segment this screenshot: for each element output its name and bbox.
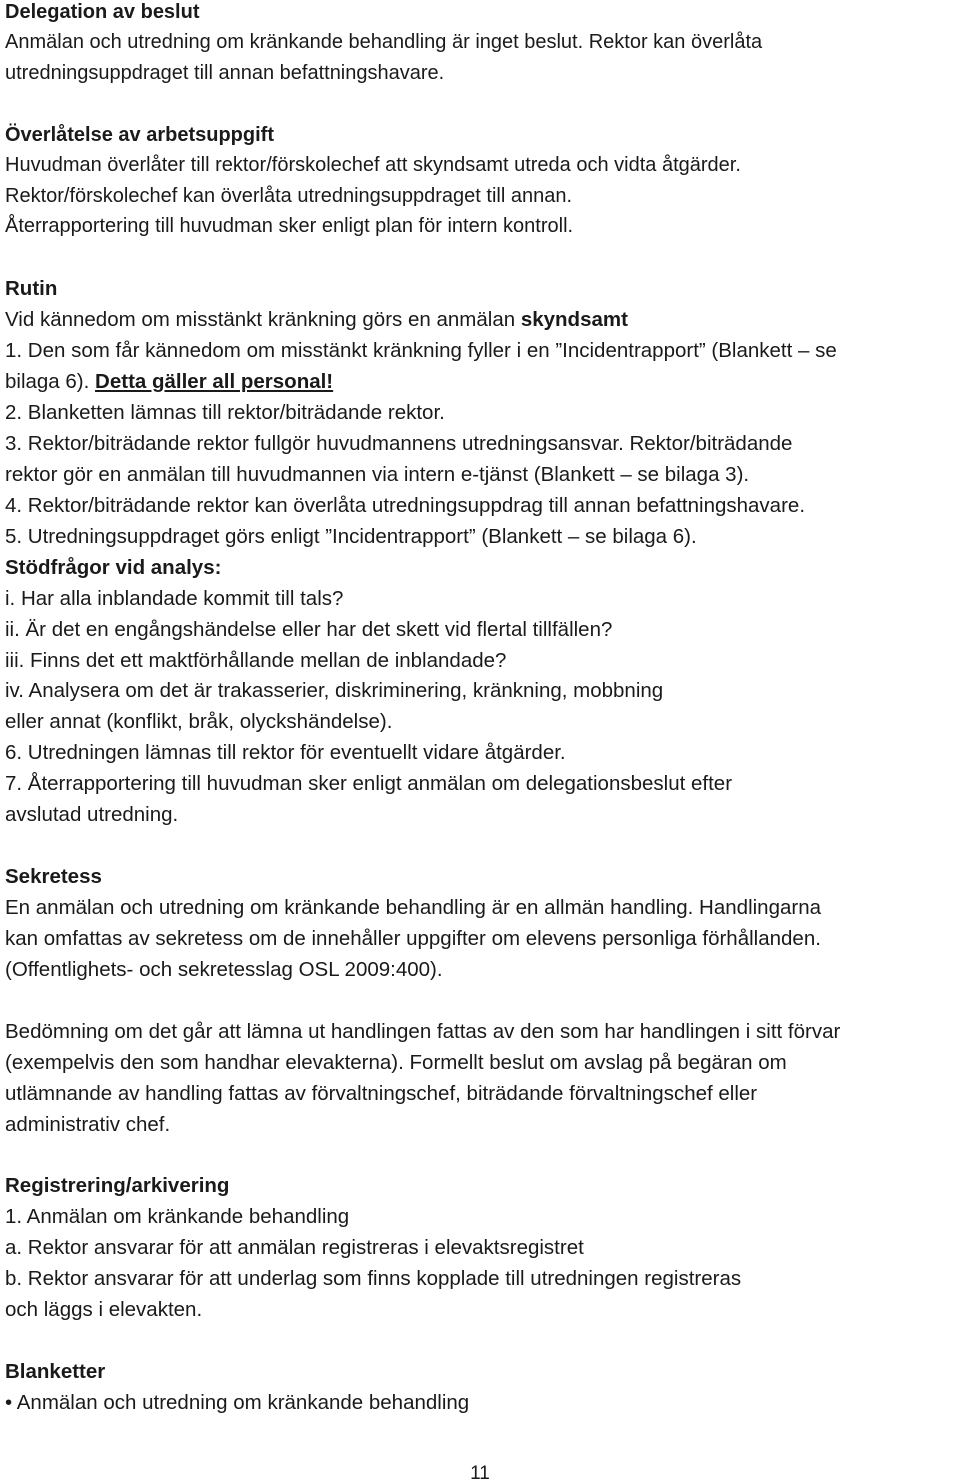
sekretess-line: (exempelvis den som handhar elevakterna). Formellt beslut om avslag på begäran om — [5, 1051, 787, 1074]
support-question: i. Har alla inblandade kommit till tals? — [5, 587, 344, 610]
heading-overlatelse: Överlåtelse av arbetsuppgift — [5, 124, 274, 146]
rutin-final: 7. Återrapportering till huvudman sker enligt anmälan om delegationsbeslut efter — [5, 772, 733, 795]
heading-rutin: Rutin — [5, 277, 58, 300]
sekretess-line: utlämnande av handling fattas av förvaltningschef, biträdande förvaltningschef eller — [5, 1082, 758, 1105]
rutin-intro-bold: skyndsamt — [520, 308, 628, 331]
sekretess-line: kan omfattas av sekretess om de innehåller uppgifter om elevens personliga förhållanden. — [5, 927, 821, 950]
heading-registrering: Registrering/arkivering — [5, 1174, 230, 1197]
support-question: ii. Är det en engångshändelse eller har det skett vid flertal tillfällen? — [5, 618, 613, 641]
rutin-item: rektor gör en anmälan till huvudmannen via intern e-tjänst (Blankett – se bilaga 3). — [5, 463, 750, 486]
rutin-item-1-text: bilaga 6). — [5, 370, 96, 393]
support-question: iv. Analysera om det är trakasserier, diskriminering, kränkning, mobbning — [5, 679, 664, 702]
overlatelse-line: Återrapportering till huvudman sker enligt plan för intern kontroll. — [5, 215, 574, 237]
sekretess-line: Bedömning om det går att lämna ut handlingen fattas av den som har handlingen i sitt förvar — [5, 1020, 841, 1043]
registrering-line: b. Rektor ansvarar för att underlag som finns kopplade till utredningen registreras — [5, 1267, 742, 1290]
rutin-item: 5. Utredningsuppdraget görs enligt ”Incidentrapport” (Blankett – se bilaga 6). — [5, 525, 697, 548]
rutin-item: 2. Blanketten lämnas till rektor/biträdande rektor. — [5, 401, 445, 424]
rutin-final: 6. Utredningen lämnas till rektor för eventuellt vidare åtgärder. — [5, 741, 566, 764]
registrering-line: och läggs i elevakten. — [5, 1298, 203, 1321]
overlatelse-line: Huvudman överlåter till rektor/förskolechef att skyndsamt utreda och vidta åtgärder. — [5, 154, 741, 176]
support-question: eller annat (konflikt, bråk, olyckshändelse). — [5, 710, 393, 733]
heading-blanketter: Blanketter — [5, 1360, 106, 1383]
overlatelse-line: Rektor/förskolechef kan överlåta utredningsuppdraget till annan. — [5, 185, 573, 207]
rutin-item: 3. Rektor/biträdande rektor fullgör huvudmannens utredningsansvar. Rektor/biträdande — [5, 432, 793, 455]
sekretess-line: (Offentlighets- och sekretesslag OSL 2009:400). — [5, 958, 443, 981]
support-heading: Stödfrågor vid analys: — [5, 556, 222, 579]
rutin-final: avslutad utredning. — [5, 803, 179, 826]
blanketter-bullet: • Anmälan och utredning om kränkande behandling — [5, 1391, 470, 1414]
rutin-item-1-emphasis: Detta gäller all personal! — [95, 370, 334, 393]
rutin-item-1-cont — [5, 372, 333, 393]
heading-sekretess: Sekretess — [5, 865, 102, 888]
support-question: iii. Finns det ett maktförhållande mellan de inblandade? — [5, 649, 507, 672]
rutin-intro — [5, 310, 628, 331]
delegation-line: utredningsuppdraget till annan befattningshavare. — [5, 62, 445, 84]
page-number: 11 — [470, 1463, 490, 1484]
registrering-line: a. Rektor ansvarar för att anmälan registreras i elevaktsregistret — [5, 1236, 584, 1259]
sekretess-line: administrativ chef. — [5, 1113, 171, 1136]
sekretess-line: En anmälan och utredning om kränkande behandling är en allmän handling. Handlingarna — [5, 896, 822, 919]
delegation-line: Anmälan och utredning om kränkande behandling är inget beslut. Rektor kan överlåta — [5, 31, 763, 53]
heading-delegation: Delegation av beslut — [5, 1, 200, 23]
registrering-line: 1. Anmälan om kränkande behandling — [5, 1205, 350, 1228]
rutin-intro-text: Vid kännedom om misstänkt kränkning görs en anmälan — [5, 308, 521, 331]
rutin-item: 4. Rektor/biträdande rektor kan överlåta utredningsuppdrag till annan befattningshavare. — [5, 494, 806, 517]
rutin-item-1: 1. Den som får kännedom om misstänkt kränkning fyller i en ”Incidentrapport” (Blankett – se — [5, 339, 837, 362]
